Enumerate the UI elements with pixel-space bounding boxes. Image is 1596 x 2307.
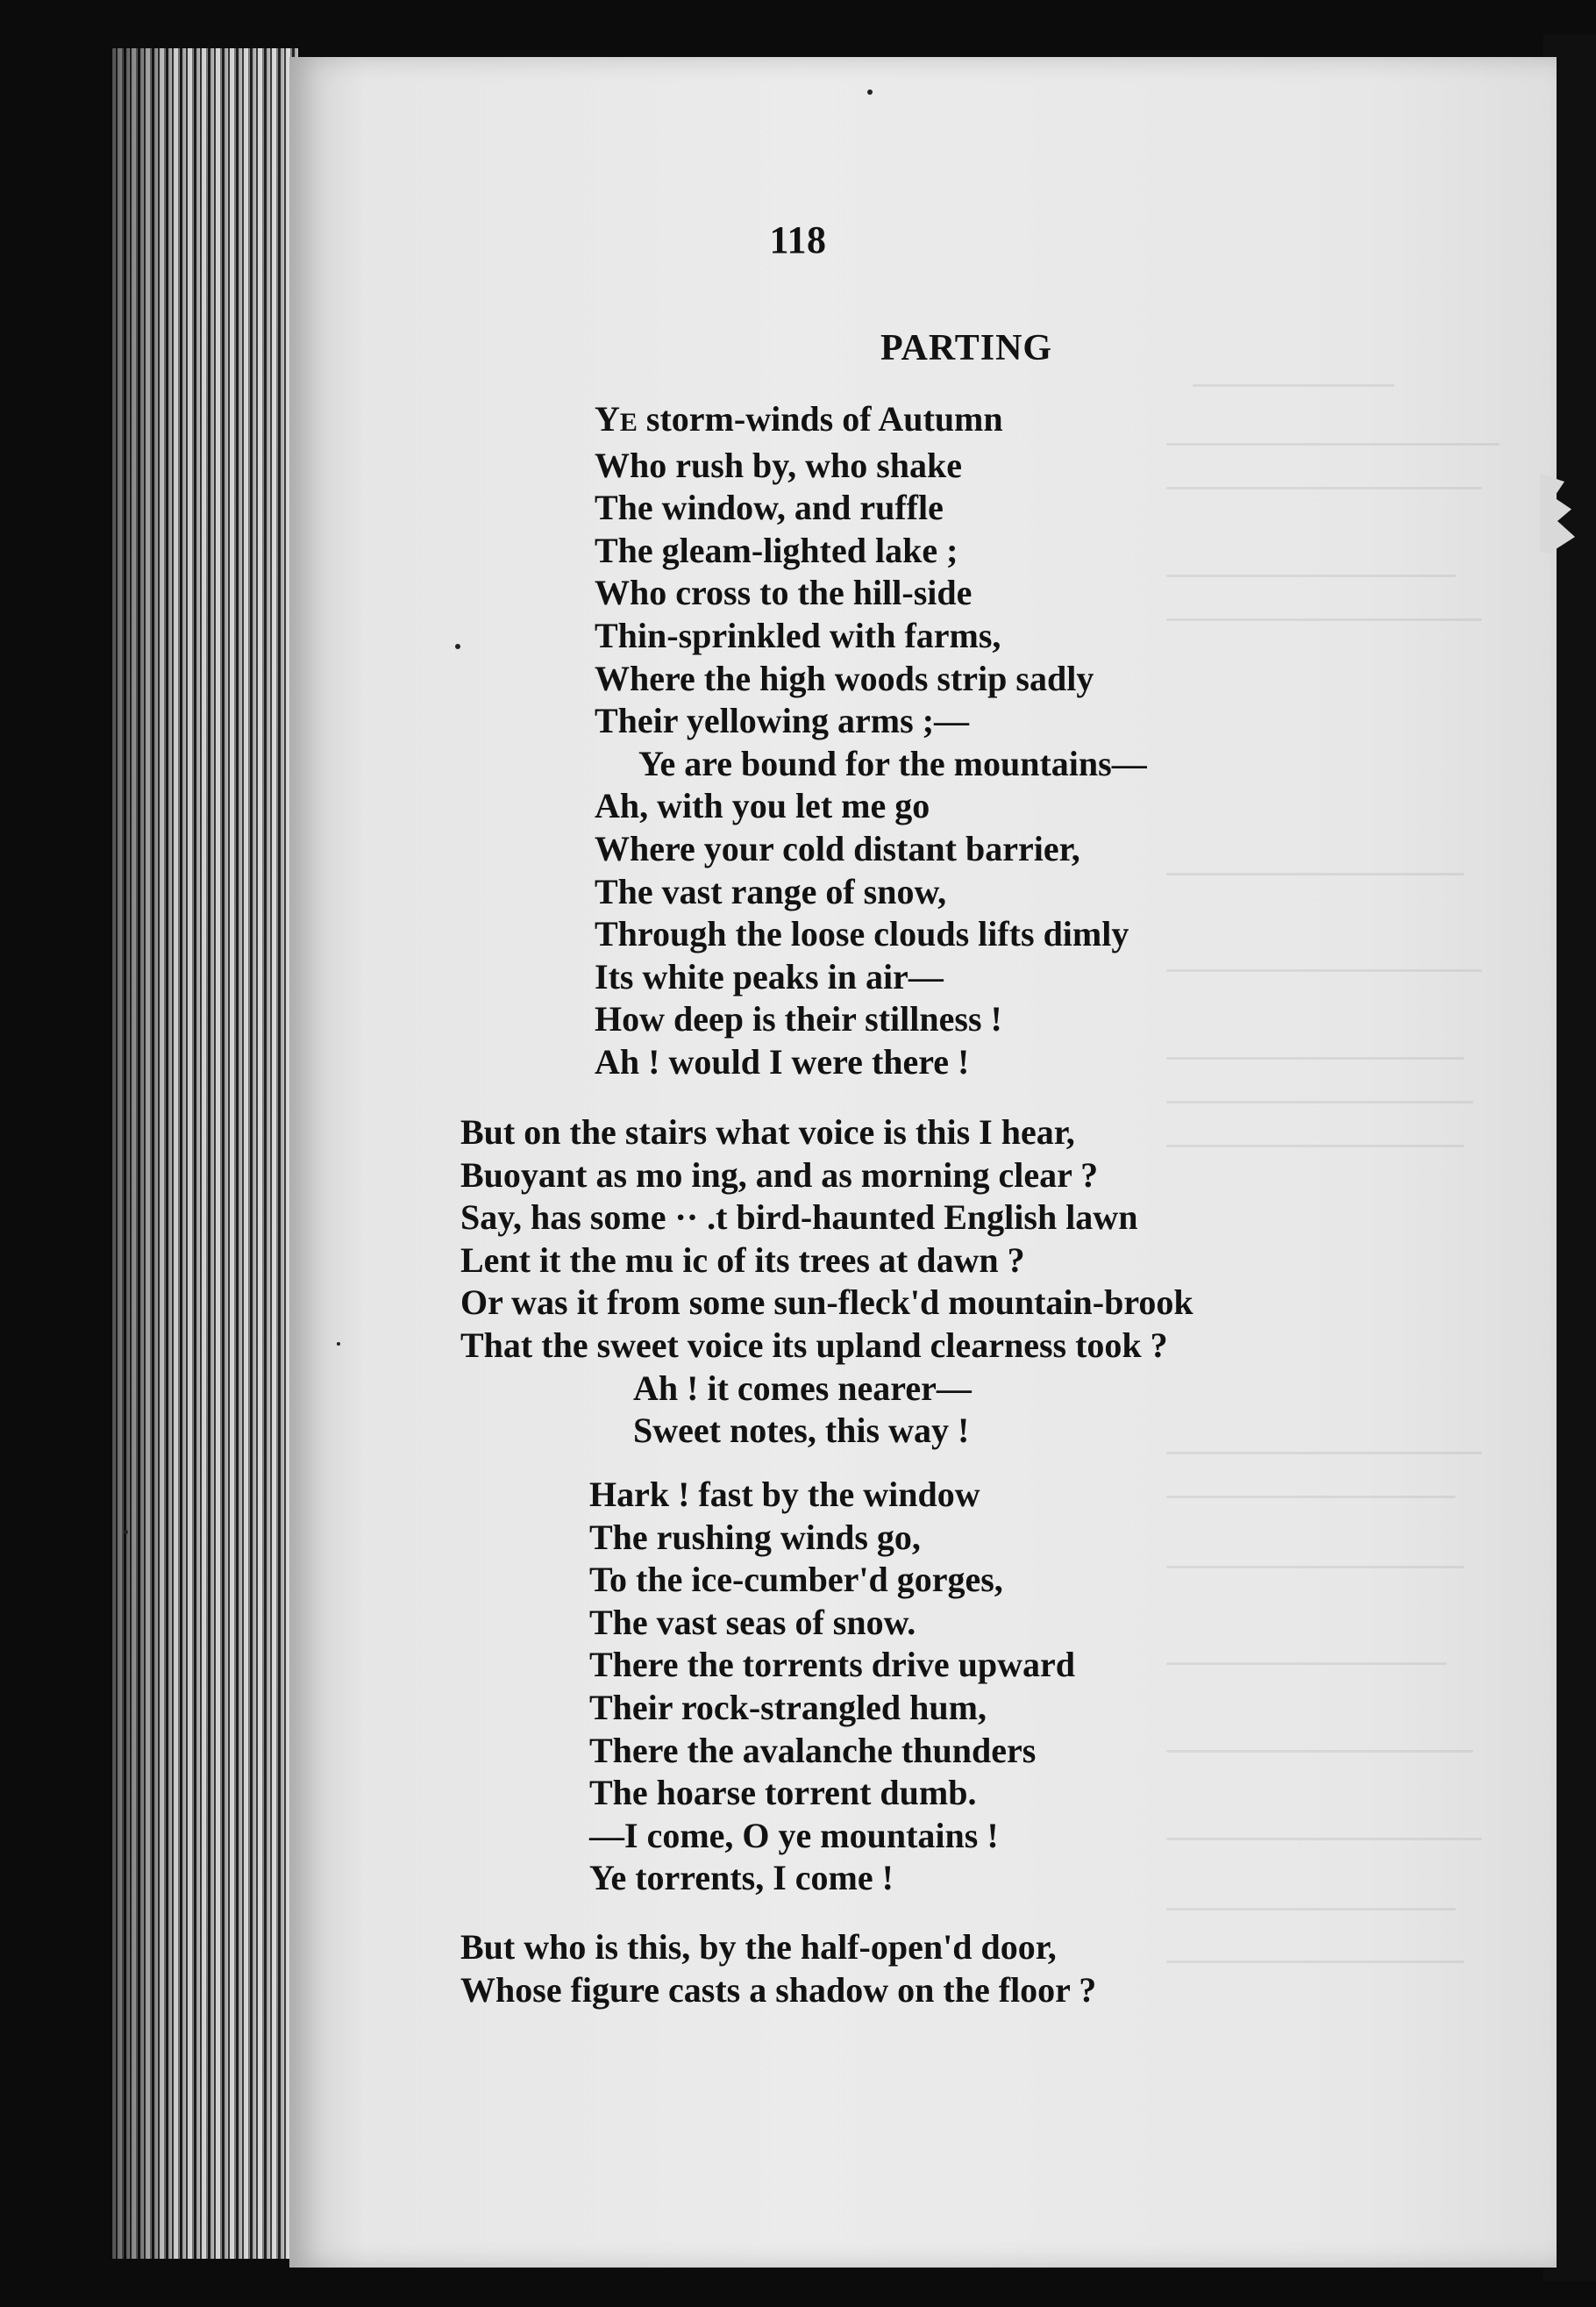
bleed-through-mark (1166, 487, 1482, 489)
stanza-3 (589, 1474, 1075, 1900)
dust-speck (455, 644, 460, 649)
poem-line: Ah ! would I were there ! (595, 1041, 970, 1082)
stanza-1 (595, 398, 1147, 1084)
bleed-through-mark (1166, 443, 1500, 446)
page-number: 118 (769, 218, 827, 261)
poem-line: Who cross to the hill-side (595, 573, 973, 613)
poem-line: The window, and ruffle (595, 488, 944, 528)
bleed-through-mark (1166, 1662, 1447, 1665)
poem-line: Where your cold distant barrier, (595, 828, 1080, 868)
poem-line: Hark ! fast by the window (589, 1475, 980, 1514)
bleed-through-mark (1166, 1145, 1464, 1147)
bleed-through-mark (1166, 1452, 1482, 1454)
bleed-through-mark (1166, 1838, 1482, 1840)
poem-line: That the sweet voice its upland clearness took ? (460, 1325, 1168, 1365)
bleed-through-mark (1166, 873, 1464, 875)
poem-line: Thin-sprinkled with farms, (595, 615, 1001, 655)
bleed-through-mark (1166, 1057, 1464, 1060)
bleed-through-mark (1166, 618, 1482, 621)
poem-line: Where the high woods strip sadly (595, 658, 1094, 698)
poem-line: Its white peaks in air— (595, 956, 944, 996)
bleed-through-mark (1166, 1566, 1464, 1568)
poem-line: But on the stairs what voice is this I hear, (460, 1112, 1075, 1152)
poem-line: The hoarse torrent dumb. (589, 1773, 977, 1813)
poem-line: Their yellowing arms ;— (595, 701, 970, 741)
poem-line: The rushing winds go, (589, 1517, 921, 1557)
dust-speck (124, 1530, 128, 1534)
dust-speck (867, 89, 873, 95)
line-remainder: storm-winds of Autumn (637, 399, 1003, 439)
poem-line: Lent it the mu ic of its trees at dawn ? (460, 1239, 1025, 1280)
poem-title: PARTING (880, 328, 1053, 368)
stanza-2 (460, 1111, 1193, 1453)
poem-line: —I come, O ye mountains ! (589, 1815, 999, 1855)
poem-line: Or was it from some sun-fleck'd mountain-brook (460, 1282, 1193, 1323)
poem-line: There the avalanche thunders (589, 1730, 1037, 1770)
poem-line: How deep is their stillness ! (595, 999, 1002, 1039)
bleed-through-mark (1166, 575, 1456, 577)
poem-line: Ah ! it comes nearer— (633, 1368, 972, 1408)
poem-line (595, 398, 1147, 445)
poem-line: Buoyant as mo ing, and as morning clear ? (460, 1154, 1099, 1195)
dust-speck (337, 1342, 340, 1346)
poem-line: Whose figure casts a shadow on the floor ? (460, 1969, 1097, 2010)
poem-line: To the ice-cumber'd gorges, (589, 1560, 1003, 1600)
poem-line: The vast range of snow, (595, 871, 947, 911)
bleed-through-mark (1166, 1750, 1473, 1753)
poem-line: The gleam-lighted lake ; (595, 530, 958, 570)
poem-line: There the torrents drive upward (589, 1645, 1076, 1685)
bleed-through-mark (1166, 1908, 1456, 1911)
poem-line: The vast seas of snow. (589, 1602, 916, 1642)
small-caps-letter: E (619, 408, 638, 437)
poem-line: But who is this, by the half-open'd door, (460, 1927, 1057, 1967)
poem-line: Through the loose clouds lifts dimly (595, 914, 1129, 954)
bleed-through-mark (1166, 1101, 1473, 1104)
drop-letter: Y (595, 399, 620, 439)
bleed-through-mark (1166, 1496, 1456, 1498)
page-edges (110, 48, 298, 2259)
poem-line: Who rush by, who shake (595, 445, 963, 485)
poem-line: Say, has some ·· .t bird-haunted English lawn (460, 1197, 1138, 1238)
poem-line: Ye are bound for the mountains— (638, 743, 1147, 783)
bleed-through-mark (1166, 969, 1482, 972)
bleed-through-mark (1166, 1961, 1464, 1963)
stanza-4 (460, 1926, 1096, 2011)
poem-line: Ah, with you let me go (595, 786, 930, 826)
poem-line: Ye torrents, I come ! (589, 1858, 894, 1898)
poem-line: Their rock-strangled hum, (589, 1687, 987, 1727)
bleed-through-mark (1193, 384, 1394, 387)
poem-line: Sweet notes, this way ! (633, 1411, 970, 1451)
